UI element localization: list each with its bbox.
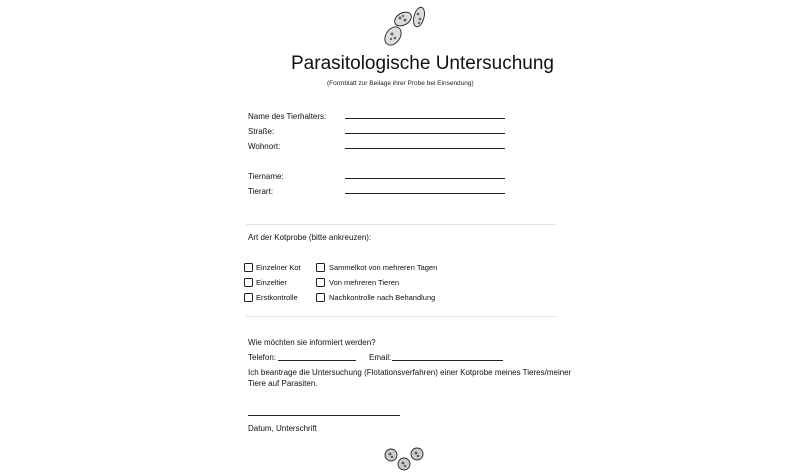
email-field[interactable]	[392, 360, 503, 361]
animal-name-field[interactable]	[345, 178, 505, 179]
statement-line-1: Ich beantrage die Untersuchung (Flotationsverfahren) einer Kotprobe meines Tieres/meiner	[248, 368, 572, 377]
checkbox-pooled-days-label: Sammelkot von mehreren Tagen	[329, 263, 438, 272]
phone-label: Telefon:	[248, 353, 277, 362]
contact-heading: Wie möchten sie informiert werden?	[248, 338, 376, 347]
owner-name-field[interactable]	[345, 118, 505, 119]
checkbox-pooled-days[interactable]	[316, 263, 325, 272]
street-label: Straße:	[248, 127, 275, 136]
animal-species-label: Tierart:	[248, 187, 274, 196]
checkbox-follow-up-label: Nachkontrolle nach Behandlung	[329, 293, 436, 302]
checkbox-single-feces[interactable]	[244, 263, 253, 272]
animal-species-field[interactable]	[345, 193, 505, 194]
animal-name-label: Tiername:	[248, 172, 284, 181]
owner-name-label: Name des Tierhalters:	[248, 112, 327, 121]
sample-heading: Art der Kotprobe (bitte ankreuzen):	[248, 233, 372, 242]
signature-label: Datum, Unterschrift	[248, 424, 317, 433]
checkbox-first-check[interactable]	[244, 293, 253, 302]
city-label: Wohnort:	[248, 142, 281, 151]
parasite-eggs-top-icon	[380, 4, 428, 48]
form-subtitle: (Formblatt zur Beilage ihrer Probe bei Einsendung)	[327, 80, 474, 87]
parasite-eggs-bottom-icon	[383, 444, 425, 472]
phone-field[interactable]	[278, 360, 356, 361]
checkbox-single-animal-label: Einzeltier	[256, 278, 287, 287]
checkbox-first-check-label: Erstkontrolle	[256, 293, 298, 302]
form-title: Parasitologische Untersuchung	[291, 53, 554, 74]
city-field[interactable]	[345, 148, 505, 149]
section-divider-2	[246, 316, 556, 317]
statement-line-2: Tiere auf Parasiten.	[248, 379, 318, 388]
email-label: Email:	[369, 353, 392, 362]
signature-field[interactable]	[248, 415, 400, 416]
checkbox-single-feces-label: Einzelner Kot	[256, 263, 301, 272]
checkbox-follow-up[interactable]	[316, 293, 325, 302]
checkbox-single-animal[interactable]	[244, 278, 253, 287]
section-divider	[246, 224, 556, 225]
checkbox-multiple-animals[interactable]	[316, 278, 325, 287]
street-field[interactable]	[345, 133, 505, 134]
checkbox-multiple-animals-label: Von mehreren Tieren	[329, 278, 400, 287]
